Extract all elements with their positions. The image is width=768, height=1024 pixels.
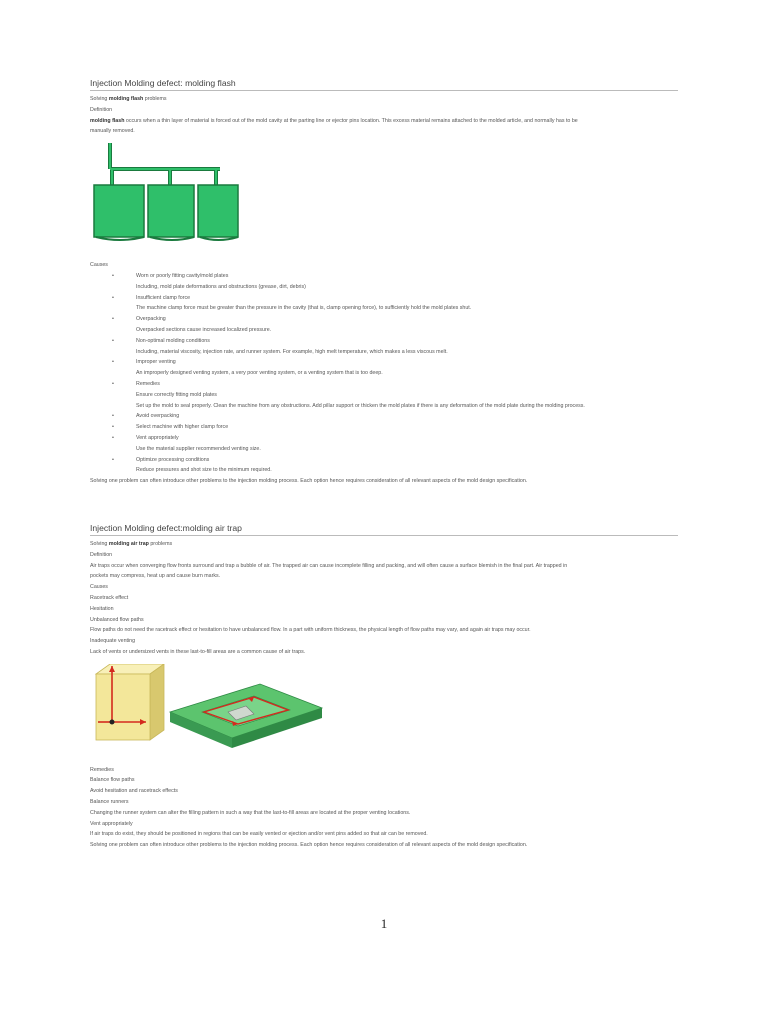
list-item-detail: The machine clamp force must be greater than the pressure in the cavity (that is, clamp opening force), to sufficiently hold the mold plates shut.	[136, 305, 472, 312]
section-title-flash: Injection Molding defect: molding flash	[90, 78, 678, 91]
list-item: • Non-optimal molding conditions	[90, 336, 678, 347]
list-item: • Optimize processing conditions	[90, 455, 678, 466]
definition-text	[90, 116, 678, 127]
text: problems	[148, 540, 173, 547]
list-item-detail: Including, mold plate deformations and obstructions (grease, dirt, debris)	[136, 283, 306, 290]
paragraph-line: Avoid hesitation and racetrack effects	[90, 788, 178, 795]
list-item: • Overpacking	[90, 314, 678, 325]
air-trap-illustration	[90, 664, 326, 756]
page-number: 1	[380, 916, 388, 931]
text: problems	[143, 96, 167, 102]
paragraph-line: Air traps occur when converging flow fronts surround and trap a bubble of air. The trapped air can cause incomplete filling and packing, and will often cause a surface blemish in the final part. Air trapped in	[90, 562, 568, 569]
paragraph-line: Causes	[90, 584, 108, 591]
paragraph-line: Remedies	[90, 766, 114, 773]
paragraph-line: Changing the runner system can alter the filling pattern in such a way that the last-to-fill areas are located at the proper venting locations.	[90, 809, 411, 816]
definition-text-cont: manually removed.	[90, 128, 135, 135]
flash-causes-list	[90, 271, 678, 476]
text: Solving	[90, 540, 109, 547]
paragraph-line: Unbalanced flow paths	[90, 616, 144, 623]
list-item-detail: Overpacked sections cause increased localized pressure.	[136, 326, 272, 333]
bold-term: molding flash	[90, 117, 125, 124]
list-item-detail: An improperly designed venting system, a very poor venting system, or a venting system that is too deep.	[136, 370, 383, 377]
list-item-detail: Ensure correctly fitting mold plates	[136, 391, 217, 398]
solving-line	[90, 539, 678, 550]
text: occurs when a thin layer of material is forced out of the mold cavity at the parting line or ejector pins location. This excess material remains attached to the molded article, and normally has to be	[124, 117, 578, 124]
list-item: • Avoid overpacking	[90, 411, 678, 422]
list-item: • Remedies	[90, 379, 678, 390]
list-item-detail: Set up the mold to seal properly. Clean the machine from any obstructions. Add pillar support or thicken the mold plates if there is any deformation of the mold plate during the molding process.	[136, 402, 585, 409]
paragraph-line: Inadequate venting	[90, 638, 136, 645]
runner-system-illustration	[90, 139, 262, 251]
text: Solving	[90, 96, 109, 102]
section-title-air-trap: Injection Molding defect:molding air trap	[90, 523, 678, 536]
paragraph-line: pockets may compress, heat up and cause burn marks.	[90, 573, 221, 580]
list-item: • Improper venting	[90, 357, 678, 368]
paragraph-line: Hesitation	[90, 605, 114, 612]
causes-label: Causes	[90, 262, 108, 269]
definition-label: Definition	[90, 106, 113, 113]
list-item-detail: Use the material supplier recommended venting size.	[136, 445, 261, 452]
solving-line	[90, 94, 678, 105]
bold-term: molding flash	[108, 96, 144, 102]
paragraph-line: Definition	[90, 551, 113, 558]
list-item: • Insufficient clamp force	[90, 293, 678, 304]
paragraph-line: If air traps do exist, they should be positioned in regions that can be easily vented or ejection and/or vent pins added so that air can be removed.	[90, 831, 428, 838]
list-item: • Select machine with higher clamp force	[90, 422, 678, 433]
paragraph-line: Racetrack effect	[90, 594, 129, 601]
list-item: • Vent appropriately	[90, 433, 678, 444]
document-page	[90, 78, 678, 851]
paragraph-line: Solving one problem can often introduce other problems to the injection molding process. Each option hence requires consideration of all relevant aspects of the mold design specification.	[90, 842, 528, 849]
closing-note: Solving one problem can often introduce other problems to the injection molding process. Each option hence requires consideration of all relevant aspects of the mold design specification.	[90, 478, 528, 485]
paragraph-line: Flow paths do not need the racetrack effect or hesitation to have unbalanced flow. In a part with uniform thickness, the physical length of flow paths may vary, and again air traps may occur.	[90, 627, 531, 634]
list-item: • Worn or poorly fitting cavity/mold plates	[90, 271, 678, 282]
list-item-detail: Including, material viscosity, injection rate, and runner system. For example, high melt temperature, which makes a less viscous melt.	[136, 348, 448, 355]
paragraph-line: Lack of vents or undersized vents in these last-to-fill areas are a common cause of air traps.	[90, 648, 306, 655]
paragraph-line: Balance flow paths	[90, 777, 135, 784]
bold-term: molding air trap	[108, 540, 149, 547]
paragraph-line: Vent appropriately	[90, 820, 133, 827]
list-item-detail: Reduce pressures and shot size to the minimum required.	[136, 467, 272, 474]
section-spacer	[90, 487, 678, 523]
paragraph-line: Balance runners	[90, 799, 129, 806]
